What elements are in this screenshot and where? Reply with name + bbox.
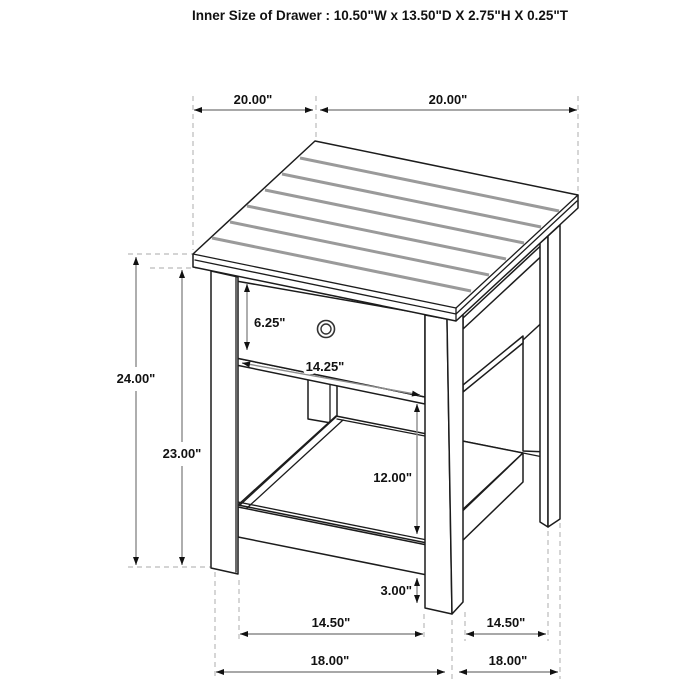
dim-side-leg-span [466, 615, 546, 634]
dim-top-width [320, 92, 577, 110]
rear-right-leg-front [540, 236, 548, 527]
dim-drawer-width-label: 14.25" [305, 359, 345, 374]
drawer-box-side [463, 336, 523, 392]
dim-bottom-clearance [381, 578, 417, 603]
dim-front-leg-span-label: 14.50" [311, 615, 351, 630]
dim-side-leg-span-label: 14.50" [486, 615, 526, 630]
dim-top-depth [194, 92, 313, 110]
dim-top-width-label: 20.00" [428, 92, 468, 107]
dim-leg-height [163, 270, 202, 565]
dim-overall-height [117, 257, 156, 565]
dim-base-front-width-label: 18.00" [310, 653, 350, 668]
rear-right-leg-side [548, 225, 560, 527]
drawer-knob-inner [321, 324, 331, 334]
dim-shelf-clearance-label: 12.00" [373, 470, 412, 485]
dim-base-front-width [216, 653, 445, 672]
page-title: Inner Size of Drawer : 10.50"W x 13.50"D X 2.75"H X 0.25"T [191, 8, 568, 23]
dim-base-side-depth [459, 653, 558, 672]
dim-front-leg-span [240, 615, 423, 634]
dim-leg-height-label: 23.00" [162, 446, 202, 461]
dim-base-side-depth-label: 18.00" [488, 653, 528, 668]
dim-overall-height-label: 24.00" [116, 371, 156, 386]
front-left-leg [211, 271, 238, 574]
dim-drawer-height-label: 6.25" [254, 315, 286, 330]
dim-bottom-clearance-label: 3.00" [380, 583, 412, 598]
dim-top-depth-label: 20.00" [233, 92, 273, 107]
end-table-drawing [193, 141, 578, 614]
